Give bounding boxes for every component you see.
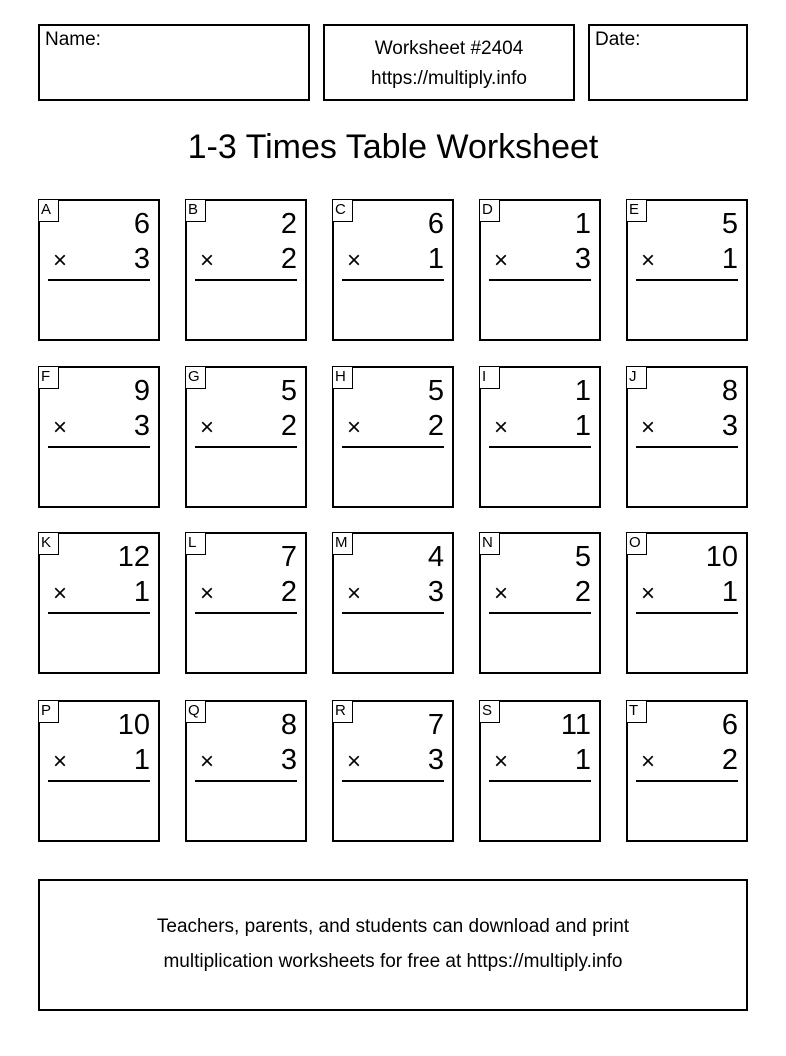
times-sign: × — [200, 748, 215, 775]
multiplicand: 10 — [705, 541, 738, 573]
problem-c — [332, 199, 454, 341]
times-sign: × — [200, 580, 215, 607]
multiplicand: 8 — [721, 375, 738, 407]
answer-line — [489, 446, 591, 448]
times-sign: × — [641, 247, 656, 274]
times-sign: × — [641, 748, 656, 775]
problem-letter: O — [626, 532, 647, 555]
answer-line — [636, 279, 738, 281]
times-sign: × — [347, 247, 362, 274]
problem-j — [626, 366, 748, 508]
problem-letter: M — [332, 532, 353, 555]
multiplier: 1 — [721, 243, 738, 275]
worksheet-number: Worksheet #2404 — [374, 38, 524, 59]
problem-letter: D — [479, 199, 500, 222]
multiplicand: 1 — [574, 375, 591, 407]
answer-space[interactable] — [489, 285, 591, 333]
answer-space[interactable] — [489, 452, 591, 500]
problem-h — [332, 366, 454, 508]
multiplier: 3 — [427, 744, 444, 776]
answer-space[interactable] — [636, 285, 738, 333]
multiplier: 2 — [280, 576, 297, 608]
answer-space[interactable] — [195, 786, 297, 834]
multiplicand: 12 — [117, 541, 150, 573]
multiplier: 2 — [574, 576, 591, 608]
problem-letter: P — [38, 700, 59, 723]
problem-l — [185, 532, 307, 674]
answer-line — [48, 612, 150, 614]
problem-p — [38, 700, 160, 842]
multiplicand: 5 — [574, 541, 591, 573]
problem-q — [185, 700, 307, 842]
answer-space[interactable] — [48, 786, 150, 834]
problem-letter: C — [332, 199, 353, 222]
times-sign: × — [494, 247, 509, 274]
multiplier: 3 — [721, 410, 738, 442]
problem-s — [479, 700, 601, 842]
problem-d — [479, 199, 601, 341]
problem-letter: G — [185, 366, 206, 389]
multiplicand: 10 — [117, 709, 150, 741]
problem-letter: T — [626, 700, 647, 723]
multiplier: 3 — [133, 410, 150, 442]
answer-space[interactable] — [48, 452, 150, 500]
problem-e — [626, 199, 748, 341]
multiplicand: 4 — [427, 541, 444, 573]
times-sign: × — [200, 414, 215, 441]
answer-line — [195, 279, 297, 281]
answer-line — [48, 780, 150, 782]
problem-letter: H — [332, 366, 353, 389]
multiplier: 1 — [574, 410, 591, 442]
times-sign: × — [53, 414, 68, 441]
answer-space[interactable] — [342, 452, 444, 500]
answer-space[interactable] — [342, 285, 444, 333]
answer-line — [636, 612, 738, 614]
problem-m — [332, 532, 454, 674]
multiplier: 1 — [133, 744, 150, 776]
problem-n — [479, 532, 601, 674]
times-sign: × — [200, 247, 215, 274]
answer-space[interactable] — [195, 285, 297, 333]
times-sign: × — [641, 414, 656, 441]
answer-line — [489, 780, 591, 782]
problem-letter: J — [626, 366, 647, 389]
problem-letter: A — [38, 199, 59, 222]
answer-line — [489, 612, 591, 614]
answer-space[interactable] — [636, 786, 738, 834]
problem-k — [38, 532, 160, 674]
answer-space[interactable] — [636, 452, 738, 500]
date-label: Date: — [595, 29, 641, 50]
answer-line — [342, 780, 444, 782]
answer-line — [48, 279, 150, 281]
multiplier: 1 — [721, 576, 738, 608]
multiplier: 1 — [427, 243, 444, 275]
answer-line — [342, 612, 444, 614]
multiplicand: 6 — [133, 208, 150, 240]
multiplicand: 7 — [427, 709, 444, 741]
multiplier: 3 — [280, 744, 297, 776]
problem-r — [332, 700, 454, 842]
answer-line — [489, 279, 591, 281]
times-sign: × — [347, 580, 362, 607]
problem-letter: Q — [185, 700, 206, 723]
multiplicand: 8 — [280, 709, 297, 741]
multiplicand: 7 — [280, 541, 297, 573]
multiplicand: 5 — [280, 375, 297, 407]
multiplicand: 11 — [560, 709, 591, 741]
times-sign: × — [347, 748, 362, 775]
multiplier: 3 — [133, 243, 150, 275]
times-sign: × — [494, 748, 509, 775]
multiplicand: 9 — [133, 375, 150, 407]
multiplier: 2 — [427, 410, 444, 442]
answer-line — [342, 279, 444, 281]
multiplicand: 6 — [427, 208, 444, 240]
date-box — [588, 24, 748, 101]
times-sign: × — [53, 247, 68, 274]
multiplier: 2 — [280, 410, 297, 442]
times-sign: × — [641, 580, 656, 607]
answer-line — [48, 446, 150, 448]
times-sign: × — [53, 748, 68, 775]
footer-box — [38, 879, 748, 1011]
times-sign: × — [53, 580, 68, 607]
problem-letter: K — [38, 532, 59, 555]
multiplier: 3 — [427, 576, 444, 608]
answer-space[interactable] — [342, 786, 444, 834]
problem-letter: R — [332, 700, 353, 723]
multiplicand: 5 — [721, 208, 738, 240]
problem-t — [626, 700, 748, 842]
answer-line — [636, 780, 738, 782]
problem-letter: I — [479, 366, 500, 389]
problem-letter: L — [185, 532, 206, 555]
problem-letter: S — [479, 700, 500, 723]
answer-space[interactable] — [636, 618, 738, 666]
answer-line — [195, 780, 297, 782]
answer-line — [342, 446, 444, 448]
problem-o — [626, 532, 748, 674]
answer-line — [195, 446, 297, 448]
multiplier: 1 — [574, 744, 591, 776]
answer-line — [636, 446, 738, 448]
name-label: Name: — [45, 29, 101, 50]
answer-line — [195, 612, 297, 614]
problem-g — [185, 366, 307, 508]
problem-a — [38, 199, 160, 341]
multiplicand: 1 — [574, 208, 591, 240]
answer-space[interactable] — [342, 618, 444, 666]
problem-letter: B — [185, 199, 206, 222]
multiplier: 2 — [280, 243, 297, 275]
times-sign: × — [494, 414, 509, 441]
name-box — [38, 24, 310, 101]
problem-letter: N — [479, 532, 500, 555]
multiplier: 3 — [574, 243, 591, 275]
answer-space[interactable] — [48, 285, 150, 333]
problem-letter: F — [38, 366, 59, 389]
answer-space[interactable] — [195, 452, 297, 500]
footer-line-1: Teachers, parents, and students can download and print — [156, 916, 630, 937]
answer-space[interactable] — [195, 618, 297, 666]
problem-letter: E — [626, 199, 647, 222]
answer-space[interactable] — [48, 618, 150, 666]
page-title: 1-3 Times Table Worksheet — [187, 128, 599, 166]
problem-b — [185, 199, 307, 341]
multiplicand: 6 — [721, 709, 738, 741]
footer-line-2: multiplication worksheets for free at https://multiply.info — [163, 951, 623, 972]
problem-f — [38, 366, 160, 508]
answer-space[interactable] — [489, 786, 591, 834]
times-sign: × — [347, 414, 362, 441]
worksheet-url: https://multiply.info — [371, 68, 527, 89]
problem-i — [479, 366, 601, 508]
worksheet-id-box — [323, 24, 575, 101]
answer-space[interactable] — [489, 618, 591, 666]
multiplier: 2 — [721, 744, 738, 776]
times-sign: × — [494, 580, 509, 607]
multiplicand: 5 — [427, 375, 444, 407]
multiplicand: 2 — [280, 208, 297, 240]
multiplier: 1 — [133, 576, 150, 608]
